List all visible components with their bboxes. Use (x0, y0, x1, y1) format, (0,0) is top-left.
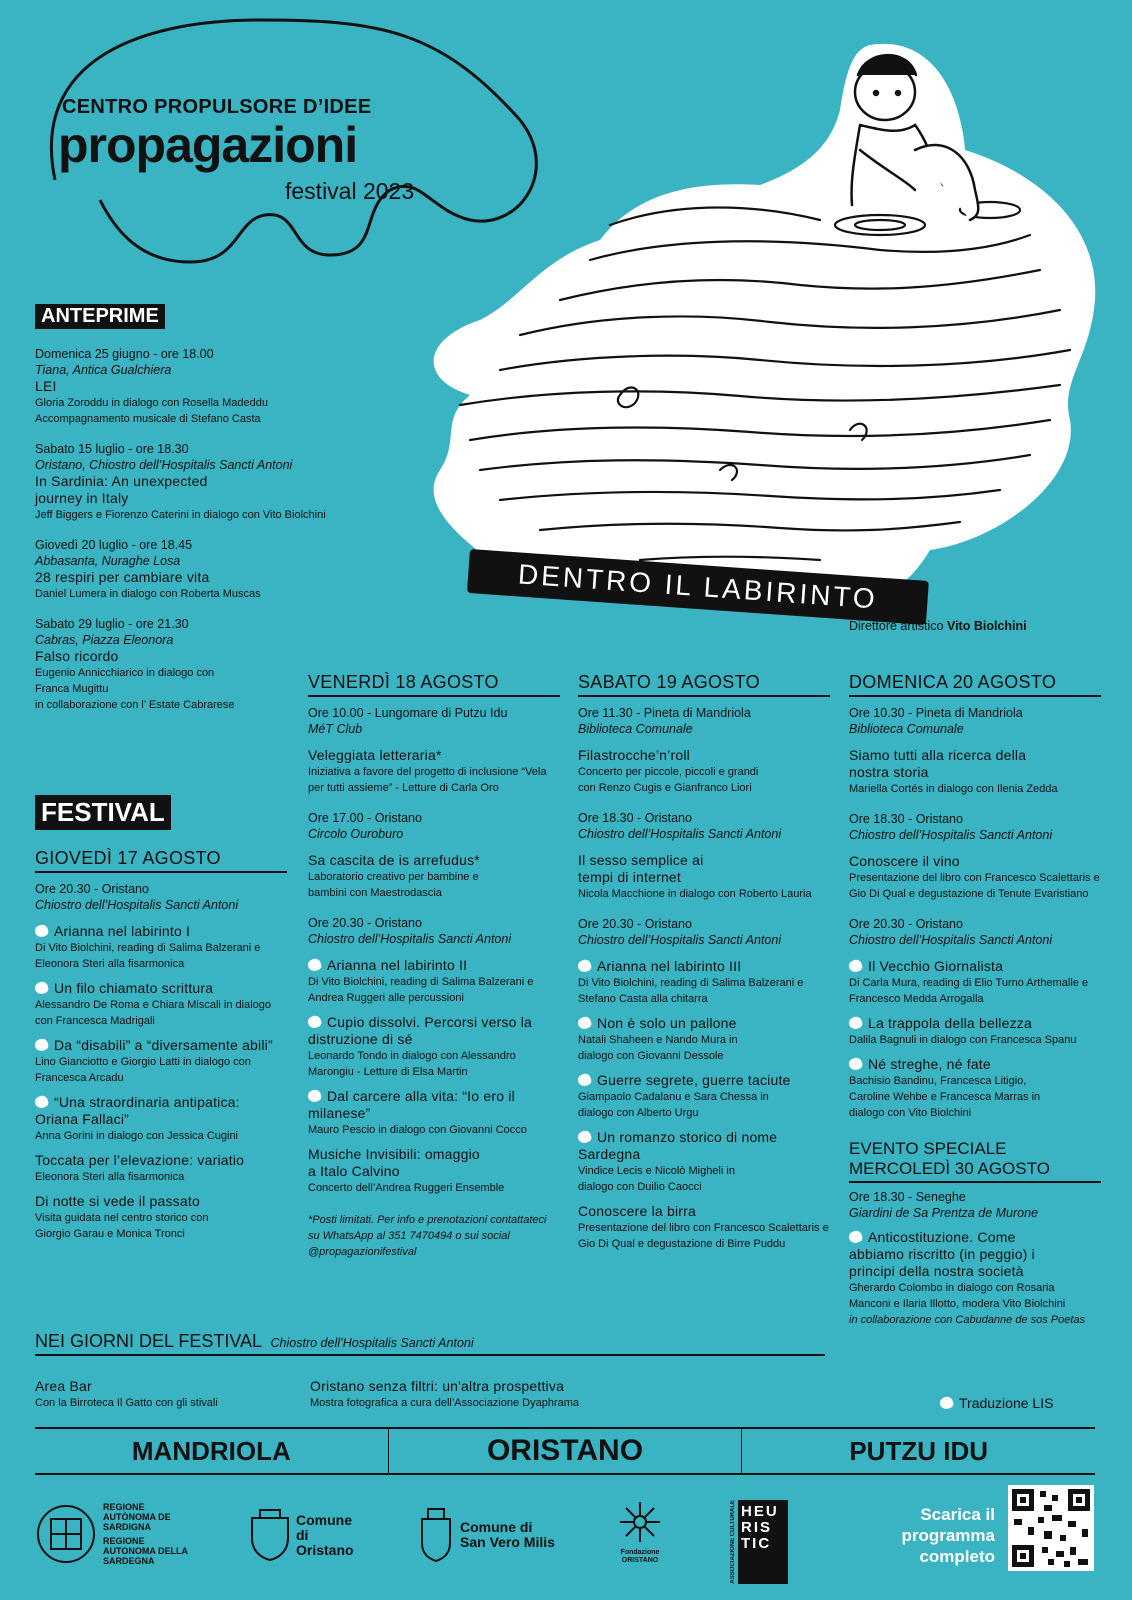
comune-sanvero-name: Comune di San Vero Milis (460, 1519, 555, 1550)
event-desc: Giampaolo Cadalanu e Sara Chessa in dialogo con Alberto Urgu (578, 1091, 769, 1119)
festival-event (578, 1129, 830, 1195)
event-place: MéT Club (308, 722, 363, 736)
festival-event (308, 915, 560, 1006)
festival-event (308, 1146, 560, 1196)
lis-hand-icon (576, 1072, 592, 1088)
event-place: Chiostro dell’Hospitalis Sancti Antoni (578, 827, 782, 841)
event-title: Dal carcere alla vita: “Io ero il milanese” (308, 1088, 515, 1121)
lis-hand-icon (576, 1015, 592, 1031)
festival-event (849, 811, 1101, 902)
festival-event (35, 1193, 287, 1242)
event-place: Chiostro dell’Hospitalis Sancti Antoni (35, 898, 239, 912)
festival-kicker: CENTRO PROPULSORE D’IDEE (62, 96, 372, 118)
lis-hand-icon (847, 1229, 863, 1245)
event-desc: Dalila Bagnuli in dialogo con Francesca Spanu (849, 1034, 1077, 1046)
event-place: Biblioteca Comunale (849, 722, 964, 736)
event-title: Il Vecchio Giornalista (849, 958, 1101, 975)
event-desc: Concerto per piccole, piccoli e grandi con Renzo Cugis e Gianfranco Liori (578, 766, 759, 794)
event-line: Accompagnamento musicale di Stefano Casta (35, 413, 261, 425)
event-title: Toccata per l’elevazione: variatio (35, 1152, 245, 1168)
regione-logo (35, 1502, 193, 1566)
event-line: in collaborazione con l’ Estate Cabrarese (35, 699, 235, 711)
item-title: Area Bar (35, 1378, 92, 1394)
day-18-heading: VENERDÌ 18 AGOSTO (308, 672, 560, 697)
heuristic-logo (730, 1500, 788, 1584)
event-desc: Presentazione del libro con Francesco Scalettaris e Gio Di Qual e degustazione di Birre Puddu (578, 1222, 829, 1250)
event-desc: Alessandro De Roma e Chiara Miscali in dialogo con Francesca Madrigali (35, 999, 272, 1027)
festival-event (578, 1072, 830, 1121)
qr-code[interactable] (1008, 1485, 1094, 1571)
lis-hand-icon (847, 1015, 863, 1031)
download-cta: Scarica il programma completo (901, 1505, 995, 1566)
item-title: Oristano senza filtri: un'altra prospettiva (310, 1378, 565, 1394)
lis-legend: Traduzione LIS (940, 1395, 1053, 1411)
event-desc: Mauro Pescio in dialogo con Giovanni Cocco (308, 1124, 527, 1136)
lis-hand-icon (33, 923, 49, 939)
event-desc: Presentazione del libro con Francesco Scalettaris e Gio Di Qual e degustazione di Tenute Evaristiano (849, 872, 1100, 900)
day-20-heading: DOMENICA 20 AGOSTO (849, 672, 1101, 697)
event-title: Il sesso semplice ai tempi di internet (578, 852, 704, 885)
event-time: Ore 20.30 - Oristano (308, 916, 422, 930)
nei-giorni-header (35, 1331, 825, 1356)
area-bar-item (35, 1378, 218, 1411)
event-title: Né streghe, né fate (849, 1056, 1101, 1073)
event-time: Ore 20.30 - Oristano (849, 917, 963, 931)
event-place: Oristano, Chiostro dell’Hospitalis Sancti Antoni (35, 458, 293, 472)
comune-oristano-name: Comune di Oristano (296, 1511, 354, 1558)
event-date: Giovedì 20 luglio - ore 18.45 (35, 538, 193, 552)
director-label: Direttore artistico (849, 619, 944, 633)
festival-event (578, 705, 830, 796)
event-time: Ore 18.30 - Oristano (849, 812, 963, 826)
event-title: Cupio dissolvi. Percorsi verso la distruzione di sé (308, 1014, 533, 1047)
event-time: Ore 10.30 - Pineta di Mandriola (849, 706, 1023, 720)
associazione-label: ASSOCIAZIONE CULTURALE (730, 1500, 736, 1584)
event-place: Cabras, Piazza Eleonora (35, 633, 174, 647)
event-title: “Una straordinaria antipatica: Oriana Fallaci” (35, 1094, 240, 1127)
event-time: Ore 11.30 - Pineta di Mandriola (578, 706, 751, 720)
heuristic-mark: HEU RIS TIC (738, 1500, 788, 1584)
item-desc: Mostra fotografica a cura dell’Associazione Dyaphrama (310, 1397, 580, 1409)
oristano-crest-icon (248, 1508, 292, 1562)
event-time: Ore 10.00 - Lungomare di Putzu Idu (308, 706, 508, 720)
festival-event (35, 1094, 287, 1144)
event-desc: Anna Gorini in dialogo con Jessica Cugini (35, 1130, 239, 1142)
event-title: Da “disabili” a “diversamente abili” (35, 1037, 287, 1054)
item-desc: Con la Birroteca Il Gatto con gli stivali (35, 1397, 218, 1409)
lis-hand-icon (847, 1056, 863, 1072)
location-oristano: ORISTANO (389, 1429, 743, 1473)
event-desc: Di Carla Mura, reading di Elio Turno Arthemalle e Francesco Medda Arrogalla (849, 977, 1089, 1005)
festival-event (578, 1015, 830, 1064)
fondazione-name: Fondazione ORISTANO (620, 1549, 660, 1564)
event-desc: Vindice Lecis e Nicolò Migheli in dialogo con Duilio Caocci (578, 1165, 735, 1193)
special-heading: EVENTO SPECIALE MERCOLEDÌ 30 AGOSTO (849, 1139, 1101, 1183)
booking-note: *Posti limitati. Per info e prenotazioni contattateci su WhatsApp al 351 7470494 o sui social @propagazionifestival (308, 1214, 547, 1258)
event-time: Ore 18.30 - Seneghe (849, 1190, 966, 1204)
day-17-column (35, 848, 287, 1250)
event-time: Ore 20.30 - Oristano (35, 882, 149, 896)
event-title: Filastrocche’n’roll (578, 747, 690, 763)
event-desc: Lino Gianciotto e Giorgio Latti in dialogo con Francesca Arcadu (35, 1056, 251, 1084)
festival-event (308, 1014, 560, 1080)
fondazione-star-icon (618, 1500, 662, 1544)
lis-hand-icon (938, 1395, 954, 1411)
day-19-heading: SABATO 19 AGOSTO (578, 672, 830, 697)
lis-hand-icon (576, 958, 592, 974)
event-title: Veleggiata letteraria* (308, 747, 442, 763)
theme-banner-text: DENTRO IL LABIRINTO (517, 558, 879, 615)
anteprime-list (35, 346, 355, 727)
event-title: La trappola della bellezza (849, 1015, 1101, 1032)
event-desc: Laboratorio creativo per bambine e bambini con Maestrodascia (308, 871, 479, 899)
regione-name: REGIONE AUTÒNOMA DE SARDIGNA (103, 1502, 171, 1532)
event-line: Jeff Biggers e Fiorenzo Caterini in dialogo con Vito Biolchini (35, 509, 326, 521)
event-title: Siamo tutti alla ricerca della nostra storia (849, 747, 1027, 780)
festival-event (308, 705, 560, 796)
event-title: LEI (35, 378, 57, 394)
nei-giorni-heading: NEI GIORNI DEL FESTIVAL (35, 1331, 263, 1351)
event-desc: Bachisio Bandinu, Francesca Litigio, Caroline Wehbe e Francesca Marras in dialogo con Vito Biolchini (849, 1075, 1041, 1119)
event-title: Sa cascita de is arrefudus* (308, 852, 480, 868)
lis-hand-icon (306, 1014, 322, 1030)
event-place: Tiana, Antica Gualchiera (35, 363, 172, 377)
event-desc: Di Vito Biolchini, reading di Salima Balzerani e Eleonora Steri alla fisarmonica (35, 942, 261, 970)
event-desc: Visita guidata nel centro storico con Giorgio Garau e Monica Tronci (35, 1212, 209, 1240)
event-line: Eugenio Annicchiarico in dialogo con Franca Mugittu (35, 667, 215, 695)
lis-hand-icon (847, 958, 863, 974)
day-20-column (849, 672, 1101, 1328)
event-title: Un romanzo storico di nome Sardegna (578, 1129, 778, 1162)
festival-event (35, 923, 287, 972)
event-desc: Concerto dell’Andrea Ruggeri Ensemble (308, 1182, 505, 1194)
event-title: Arianna nel labirinto II (308, 957, 560, 974)
event-date: Sabato 29 luglio - ore 21.30 (35, 617, 189, 631)
location-putzu-idu: PUTZU IDU (849, 1436, 989, 1466)
event-place: Chiostro dell’Hospitalis Sancti Antoni (849, 933, 1053, 947)
event-title: Arianna nel labirinto I (35, 923, 287, 940)
festival-event (578, 1203, 830, 1252)
event-place: Chiostro dell’Hospitalis Sancti Antoni (849, 828, 1053, 842)
lis-hand-icon (33, 1094, 49, 1110)
event-desc: Gherardo Colombo in dialogo con Rosaria Manconi e Ilaria Illotto, modera Vito Biolchini (849, 1282, 1066, 1310)
event-title: Non è solo un pallone (578, 1015, 830, 1032)
day-18-column (308, 672, 560, 1260)
festival-event (578, 810, 830, 902)
anteprime-event (35, 616, 355, 713)
event-desc: Iniziativa a favore del progetto di inclusione “Vela per tutti assieme” - Letture di Carla Oro (308, 766, 547, 794)
event-time: Ore 20.30 - Oristano (578, 917, 692, 931)
event-title: Arianna nel labirinto III (578, 958, 830, 975)
festival-event (849, 1015, 1101, 1048)
festival-event (849, 705, 1101, 797)
event-date: Domenica 25 giugno - ore 18.00 (35, 347, 214, 361)
lis-hand-icon (33, 1037, 49, 1053)
festival-event (308, 1088, 560, 1138)
event-title: Falso ricordo (35, 648, 119, 664)
event-desc: Natali Shaheen e Nando Mura in dialogo con Giovanni Dessole (578, 1034, 738, 1062)
event-title: Guerre segrete, guerre taciute (578, 1072, 830, 1089)
event-place: Abbasanta, Nuraghe Losa (35, 554, 181, 568)
fondazione-logo (610, 1500, 670, 1565)
lis-hand-icon (33, 980, 49, 996)
festival-event (308, 810, 560, 901)
event-desc: Mariella Cortés in dialogo con Ilenia Zedda (849, 783, 1058, 795)
lis-hand-icon (306, 957, 322, 973)
event-place: Biblioteca Comunale (578, 722, 693, 736)
festival-title: propagazioni (58, 117, 358, 173)
lis-hand-icon (306, 1088, 322, 1104)
event-date: Sabato 15 luglio - ore 18.30 (35, 442, 189, 456)
festival-event (849, 916, 1101, 1007)
festival-event (849, 1056, 1101, 1121)
festival-event (578, 916, 830, 1007)
festival-tag: FESTIVAL (35, 795, 171, 830)
anteprime-tag: ANTEPRIME (35, 304, 165, 329)
event-desc: Di Vito Biolchini, reading di Salima Balzerani e Stefano Casta alla chitarra (578, 977, 804, 1005)
event-title: Di notte si vede il passato (35, 1193, 200, 1209)
event-time: Ore 18.30 - Oristano (578, 811, 692, 825)
regione-emblem-icon (35, 1503, 97, 1565)
event-title: Anticostituzione. Come abbiamo riscritto (in peggio) i principi della nostra società (849, 1229, 1035, 1279)
event-desc: Eleonora Steri alla fisarmonica (35, 1171, 185, 1183)
event-title: In Sardinia: An unexpected journey in Italy (35, 473, 208, 506)
event-line: Daniel Lumera in dialogo con Roberta Muscas (35, 588, 261, 600)
director-name: Vito Biolchini (946, 619, 1027, 633)
event-title: Conoscere il vino (849, 853, 960, 869)
festival-event (35, 1037, 287, 1086)
regione-name: REGIONE AUTONOMA DELLA SARDEGNA (103, 1536, 188, 1566)
event-title: Musiche Invisibili: omaggio a Italo Calvino (308, 1146, 480, 1179)
lis-hand-icon (576, 1129, 592, 1145)
special-event (849, 1139, 1101, 1328)
artistic-director (849, 618, 1027, 634)
sanvero-crest-icon (418, 1505, 454, 1565)
anteprime-event (35, 441, 355, 523)
anteprime-event (35, 346, 355, 427)
event-collab: in collaborazione con Cabudanne de sos Poetas (849, 1314, 1086, 1326)
event-desc: Nicola Macchione in dialogo con Roberto Lauria (578, 888, 812, 900)
event-place: Giardini de Sa Prentza de Murone (849, 1206, 1038, 1220)
location-mandriola: MANDRIOLA (35, 1429, 389, 1473)
locations-bar (35, 1427, 1095, 1475)
event-desc: Di Vito Biolchini, reading di Salima Balzerani e Andrea Ruggeri alle percussioni (308, 976, 534, 1004)
day-19-column (578, 672, 830, 1266)
event-line: Gloria Zoroddu in dialogo con Rosella Madeddu (35, 397, 268, 409)
comune-oristano-logo (248, 1508, 366, 1562)
nei-giorni-place: Chiostro dell’Hospitalis Sancti Antoni (270, 1336, 474, 1350)
event-title: 28 respiri per cambiare vita (35, 569, 210, 585)
festival-event (35, 980, 287, 1029)
event-place: Circolo Ouroburo (308, 827, 404, 841)
day-17-heading: GIOVEDÌ 17 AGOSTO (35, 848, 287, 873)
event-title: Un filo chiamato scrittura (35, 980, 287, 997)
mostra-item (310, 1378, 579, 1411)
festival-edition: festival 2023 (285, 178, 415, 204)
event-title: Conoscere la birra (578, 1203, 696, 1219)
event-desc: Leonardo Tondo in dialogo con Alessandro Marongiu - Letture di Elsa Martin (308, 1050, 516, 1078)
event-place: Chiostro dell’Hospitalis Sancti Antoni (308, 932, 512, 946)
comune-sanvero-logo (418, 1505, 560, 1565)
event-time: Ore 17.00 - Oristano (308, 811, 422, 825)
anteprime-event (35, 537, 355, 602)
event-place: Chiostro dell’Hospitalis Sancti Antoni (578, 933, 782, 947)
festival-event (35, 1152, 287, 1185)
